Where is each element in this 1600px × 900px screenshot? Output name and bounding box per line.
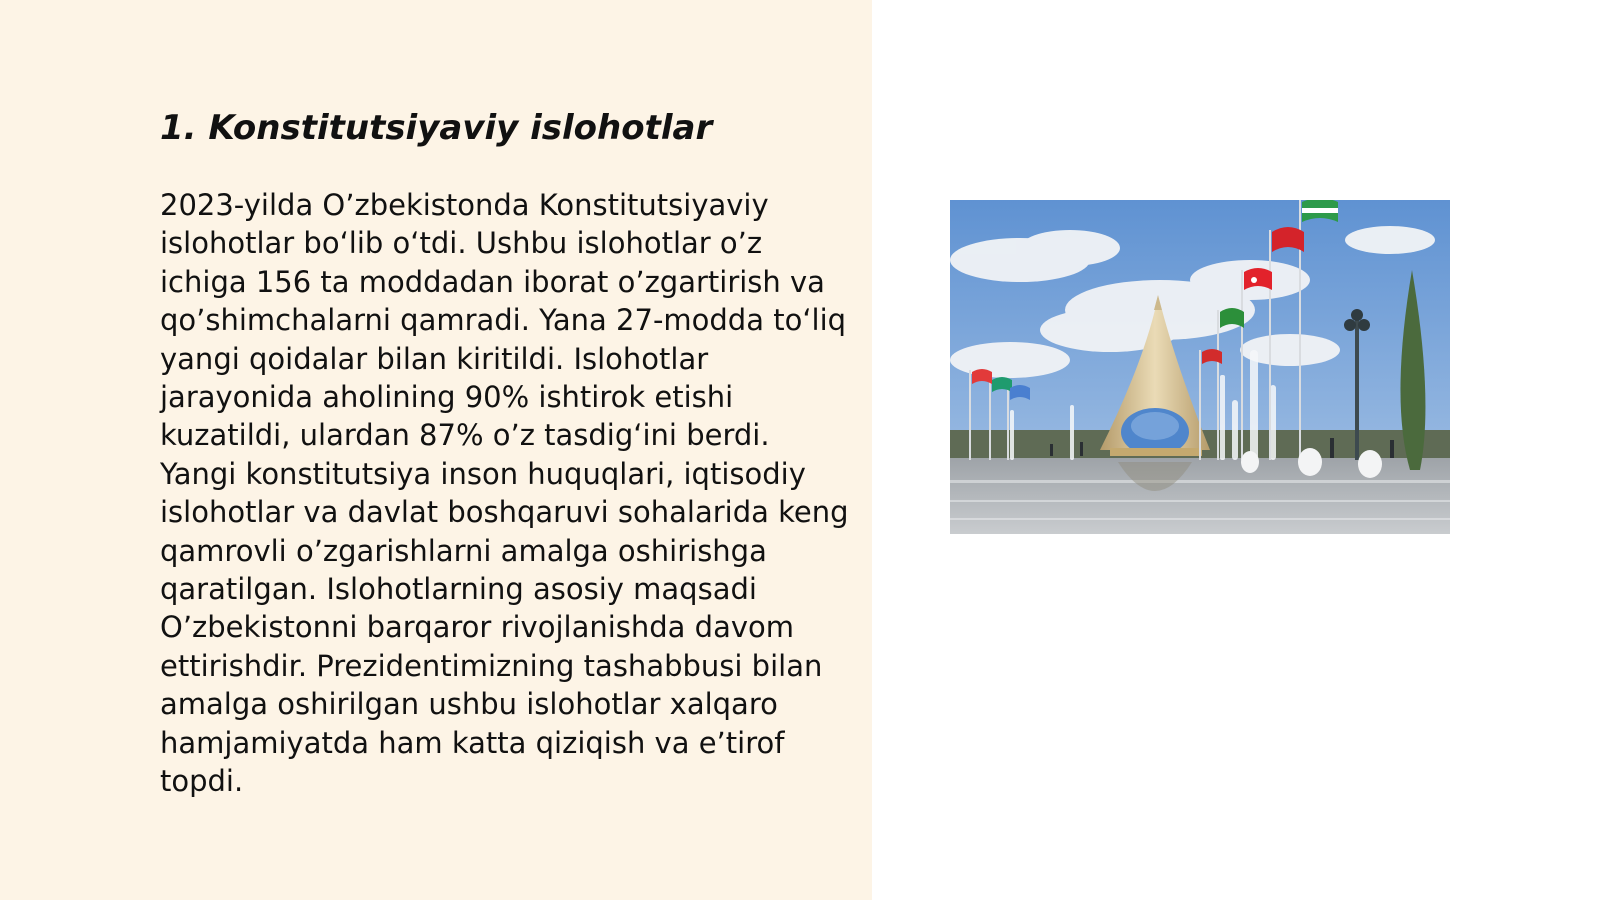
monument-square-photo-icon	[950, 200, 1450, 534]
slide-body-text: 2023-yilda O’zbekistonda Konstitutsiyaviy islohotlar bo‘lib o‘tdi. Ushbu islohotlar o’z ichiga 156 ta moddadan iborat o’zgartirish va qo’shimchalarni qamradi. Yana 27-modda to‘liq yangi qoidalar bilan kiritildi. Islohotlar jarayonida aholining 90% ishtirok etishi kuzatildi, ulardan 87% o’z tasdig‘ini berdi. Yangi konstitutsiya inson huquqlari, iqtisodiy islohotlar va davlat boshqaruvi sohalarida keng qamrovli o’zgarishlarni amalga oshirishga qaratilgan. Islohotlarning asosiy maqsadi O’zbekistonni barqaror rivojlanishda davom ettirishdir. Prezidentimizning tashabbusi bilan amalga oshirilgan ushbu islohotlar xalqaro hamjamiyatda ham katta qiziqish va e’tirof topdi.	[160, 188, 849, 799]
monument-photo	[950, 200, 1450, 534]
slide-heading: 1. Konstitutsiyaviy islohotlar	[160, 108, 713, 148]
